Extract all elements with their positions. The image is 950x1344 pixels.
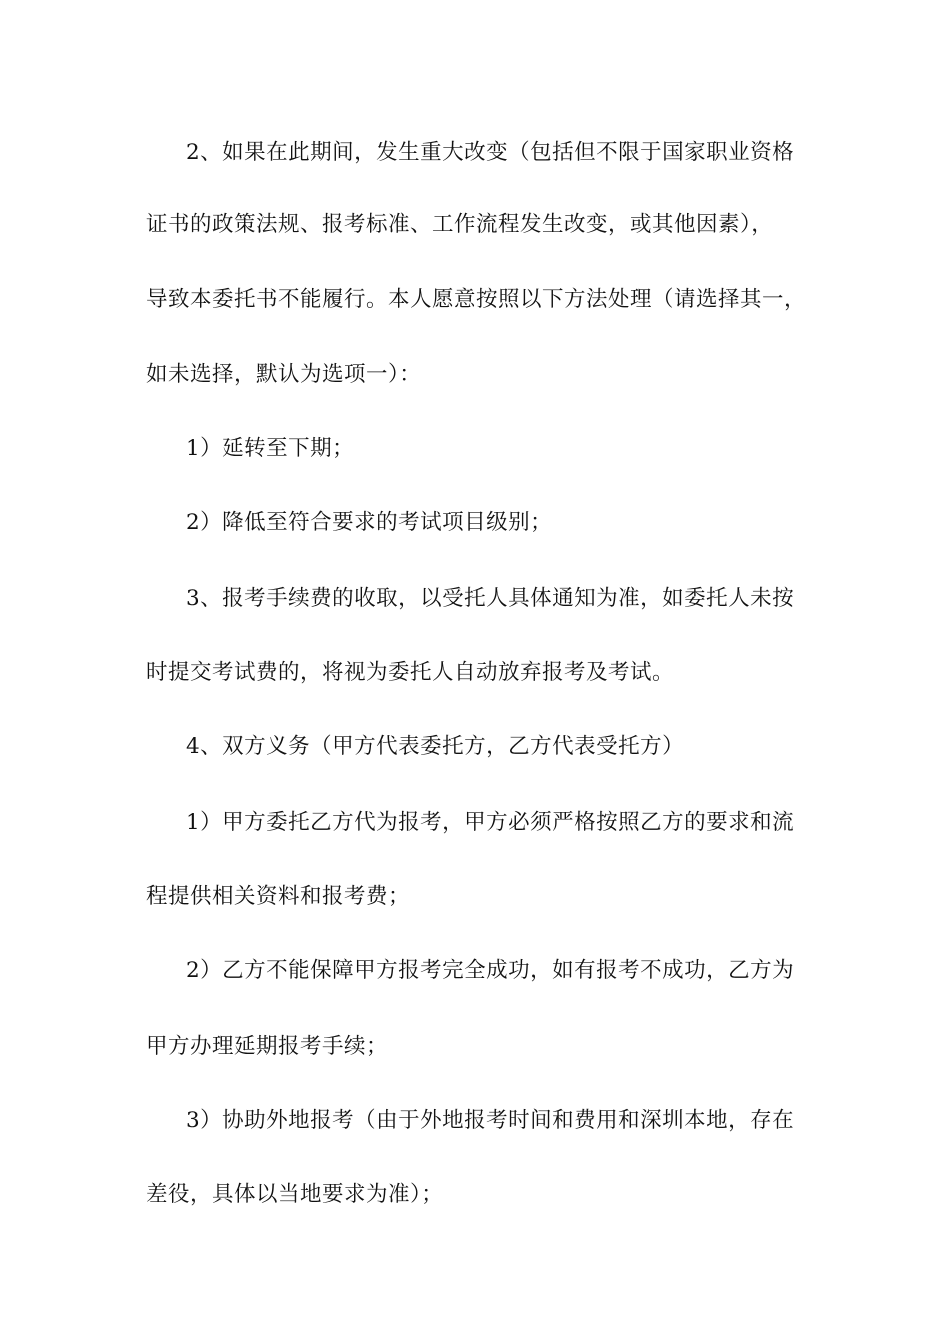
paragraph-2-line-3: 导致本委托书不能履行。本人愿意按照以下方法处理（请选择其一， (146, 287, 807, 312)
duty-1-line-1: 1）甲方委托乙方代为报考，甲方必须严格按照乙方的要求和流 (186, 810, 795, 835)
paragraph-3-line-1: 3、报考手续费的收取，以受托人具体通知为准，如委托人未按 (186, 586, 795, 611)
duty-3-line-1: 3）协助外地报考（由于外地报考时间和费用和深圳本地，存在 (186, 1108, 795, 1133)
option-1-line: 1）延转至下期； (186, 436, 355, 461)
paragraph-2-line-4: 如未选择，默认为选项一）： (146, 362, 422, 387)
option-2-line: 2）降低至符合要求的考试项目级别； (186, 510, 553, 535)
duty-1-line-2: 程提供相关资料和报考费； (146, 884, 411, 909)
duty-2-line-2: 甲方办理延期报考手续； (146, 1034, 389, 1059)
paragraph-3-line-2: 时提交考试费的，将视为委托人自动放弃报考及考试。 (146, 660, 675, 685)
paragraph-2-line-2: 证书的政策法规、报考标准、工作流程发生改变，或其他因素）， (146, 212, 774, 237)
paragraph-4-heading: 4、双方义务（甲方代表委托方，乙方代表受托方） (186, 734, 685, 759)
paragraph-2-line-1: 2、如果在此期间，发生重大改变（包括但不限于国家职业资格 (186, 140, 795, 165)
duty-2-line-1: 2）乙方不能保障甲方报考完全成功，如有报考不成功，乙方为 (186, 958, 795, 983)
duty-3-line-2: 差役，具体以当地要求为准）； (146, 1182, 444, 1207)
